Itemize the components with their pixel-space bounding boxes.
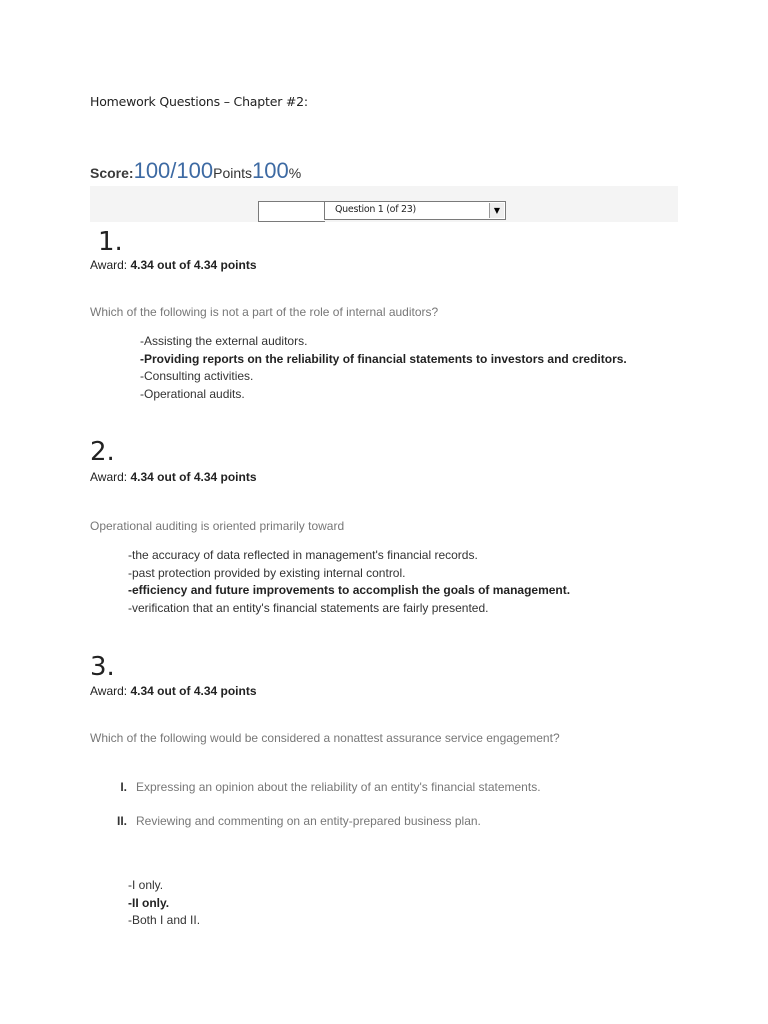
answer-list (128, 877, 200, 930)
score-label: Score: (90, 165, 134, 181)
award-line (90, 258, 257, 272)
answer-option: -Operational audits. (140, 387, 245, 402)
answer-option: -Assisting the external auditors. (140, 334, 308, 348)
answer-option-selected: -Providing reports on the reliability of financial statements to investors and creditors. (140, 351, 627, 366)
question-navigator (90, 186, 678, 222)
question-jump-input[interactable] (258, 201, 325, 222)
score-percent: 100 (252, 158, 289, 183)
answer-option: -Both I and II. (128, 913, 201, 928)
award-line (90, 470, 257, 484)
award-label: Award: (90, 684, 128, 698)
answer-option: -Consulting activities. (140, 369, 254, 384)
award-label: Award: (90, 470, 128, 484)
answer-list (140, 333, 627, 404)
answer-option: -I only. (128, 878, 164, 892)
statement-item (116, 814, 481, 828)
percent-sign: % (288, 165, 302, 181)
answer-option-selected: -efficiency and future improvements to accomplish the goals of management. (128, 583, 571, 598)
page-title: Homework Questions – Chapter #2: (90, 94, 308, 109)
question-prompt: Which of the following would be considered a nonattest assurance service engagement? (90, 731, 560, 745)
answer-option-selected: -II only. (128, 895, 170, 910)
award-line (90, 684, 257, 698)
question-select-value: Question 1 (of 23) (335, 204, 416, 215)
answer-option: -past protection provided by existing internal control. (128, 565, 406, 580)
award-value: 4.34 out of 4.34 points (130, 684, 257, 698)
answer-list (128, 547, 570, 618)
statement-text: Expressing an opinion about the reliability of an entity's financial statements. (136, 780, 541, 794)
question-number: 1. (98, 227, 123, 257)
score-value: 100/100 (133, 158, 214, 183)
question-select[interactable] (324, 201, 506, 220)
award-value: 4.34 out of 4.34 points (130, 258, 257, 272)
question-number: 2. (90, 437, 115, 467)
award-value: 4.34 out of 4.34 points (130, 470, 257, 484)
question-prompt: Which of the following is not a part of the role of internal auditors? (90, 305, 439, 319)
chevron-down-icon[interactable]: ▼ (489, 203, 504, 218)
question-prompt: Operational auditing is oriented primarily toward (90, 519, 345, 533)
statement-item (120, 780, 541, 794)
score-summary (90, 158, 301, 184)
statement-text: Reviewing and commenting on an entity-prepared business plan. (136, 814, 481, 828)
statement-numeral: I. (120, 780, 127, 794)
answer-option: -verification that an entity's financial statements are fairly presented. (128, 601, 489, 616)
statement-numeral: II. (116, 814, 127, 828)
answer-option: -the accuracy of data reflected in management's financial records. (128, 548, 478, 562)
award-label: Award: (90, 258, 128, 272)
points-label: Points (213, 165, 253, 181)
question-number: 3. (90, 652, 115, 682)
